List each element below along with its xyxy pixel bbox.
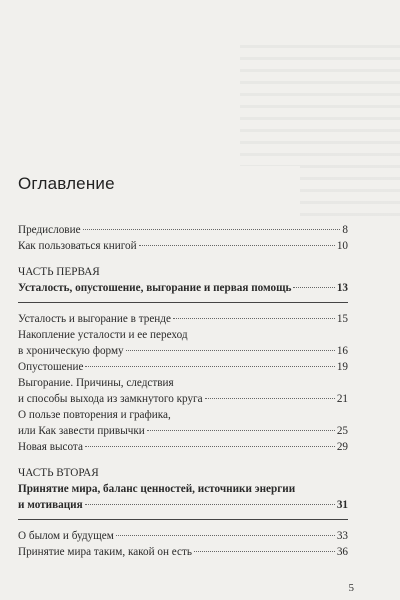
dot-leader bbox=[139, 245, 335, 246]
part-divider bbox=[18, 519, 348, 520]
entry-page: 25 bbox=[336, 425, 348, 437]
entry-title-line: Накопление усталости и ее переход bbox=[18, 329, 188, 341]
entry-title: Предисловие bbox=[18, 224, 81, 236]
part-one-label: ЧАСТЬ ПЕРВАЯ bbox=[18, 266, 100, 278]
dot-leader bbox=[83, 229, 341, 230]
dot-leader bbox=[293, 287, 334, 288]
entry-title-line: О пользе повторения и графика, bbox=[18, 409, 171, 421]
toc-entry[interactable] bbox=[18, 407, 348, 439]
entry-page: 33 bbox=[336, 530, 348, 542]
dot-leader bbox=[116, 535, 335, 536]
dot-leader bbox=[126, 350, 335, 351]
entry-page: 15 bbox=[336, 313, 348, 325]
entry-page: 19 bbox=[336, 361, 348, 373]
entry-title: Усталость и выгорание в тренде bbox=[18, 313, 171, 325]
toc-entry[interactable] bbox=[18, 375, 348, 407]
part-one-title[interactable] bbox=[18, 280, 348, 296]
entry-title: Опустошение bbox=[18, 361, 84, 373]
entry-page: 21 bbox=[336, 393, 348, 405]
entry-title: Новая высота bbox=[18, 441, 83, 453]
toc-entry[interactable] bbox=[18, 238, 348, 254]
toc-entry[interactable] bbox=[18, 327, 348, 359]
page-title: Оглавление bbox=[18, 174, 115, 193]
dot-leader bbox=[85, 446, 335, 447]
entry-title: Принятие мира таким, какой он есть bbox=[18, 546, 192, 558]
entry-title-line: и способы выхода из замкнутого круга bbox=[18, 393, 203, 405]
entry-page: 8 bbox=[342, 224, 348, 236]
part-two-title[interactable] bbox=[18, 481, 348, 513]
part-two-label: ЧАСТЬ ВТОРАЯ bbox=[18, 467, 99, 479]
toc-entry[interactable] bbox=[18, 544, 348, 560]
entry-title-line: или Как завести привычки bbox=[18, 425, 145, 437]
dot-leader bbox=[85, 504, 335, 505]
dot-leader bbox=[85, 366, 334, 367]
entry-page: 36 bbox=[336, 546, 348, 558]
entry-title: О былом и будущем bbox=[18, 530, 114, 542]
show-through-text-left bbox=[240, 36, 300, 166]
toc-entry[interactable] bbox=[18, 222, 348, 238]
show-through-text bbox=[300, 36, 400, 216]
entry-page: 29 bbox=[336, 441, 348, 453]
entry-page: 16 bbox=[336, 345, 348, 357]
dot-leader bbox=[147, 430, 335, 431]
page-number: 5 bbox=[348, 582, 354, 594]
dot-leader bbox=[194, 551, 335, 552]
entry-title-line: Выгорание. Причины, следствия bbox=[18, 377, 174, 389]
dot-leader bbox=[205, 398, 335, 399]
entry-page: 13 bbox=[336, 282, 348, 294]
entry-title: Как пользоваться книгой bbox=[18, 240, 137, 252]
entry-title-line: в хроническую форму bbox=[18, 345, 124, 357]
part-title-line: Принятие мира, баланс ценностей, источники энергии bbox=[18, 483, 296, 495]
toc-entry[interactable] bbox=[18, 439, 348, 455]
toc-entry[interactable] bbox=[18, 359, 348, 375]
toc-entry[interactable] bbox=[18, 311, 348, 327]
entry-page: 10 bbox=[336, 240, 348, 252]
dot-leader bbox=[173, 318, 335, 319]
part-title-line: и мотивация bbox=[18, 499, 83, 511]
part-title-text: Усталость, опустошение, выгорание и первая помощь bbox=[18, 282, 292, 294]
toc-entry[interactable] bbox=[18, 528, 348, 544]
table-of-contents bbox=[18, 222, 348, 560]
entry-page: 31 bbox=[336, 499, 348, 511]
part-divider bbox=[18, 302, 348, 303]
